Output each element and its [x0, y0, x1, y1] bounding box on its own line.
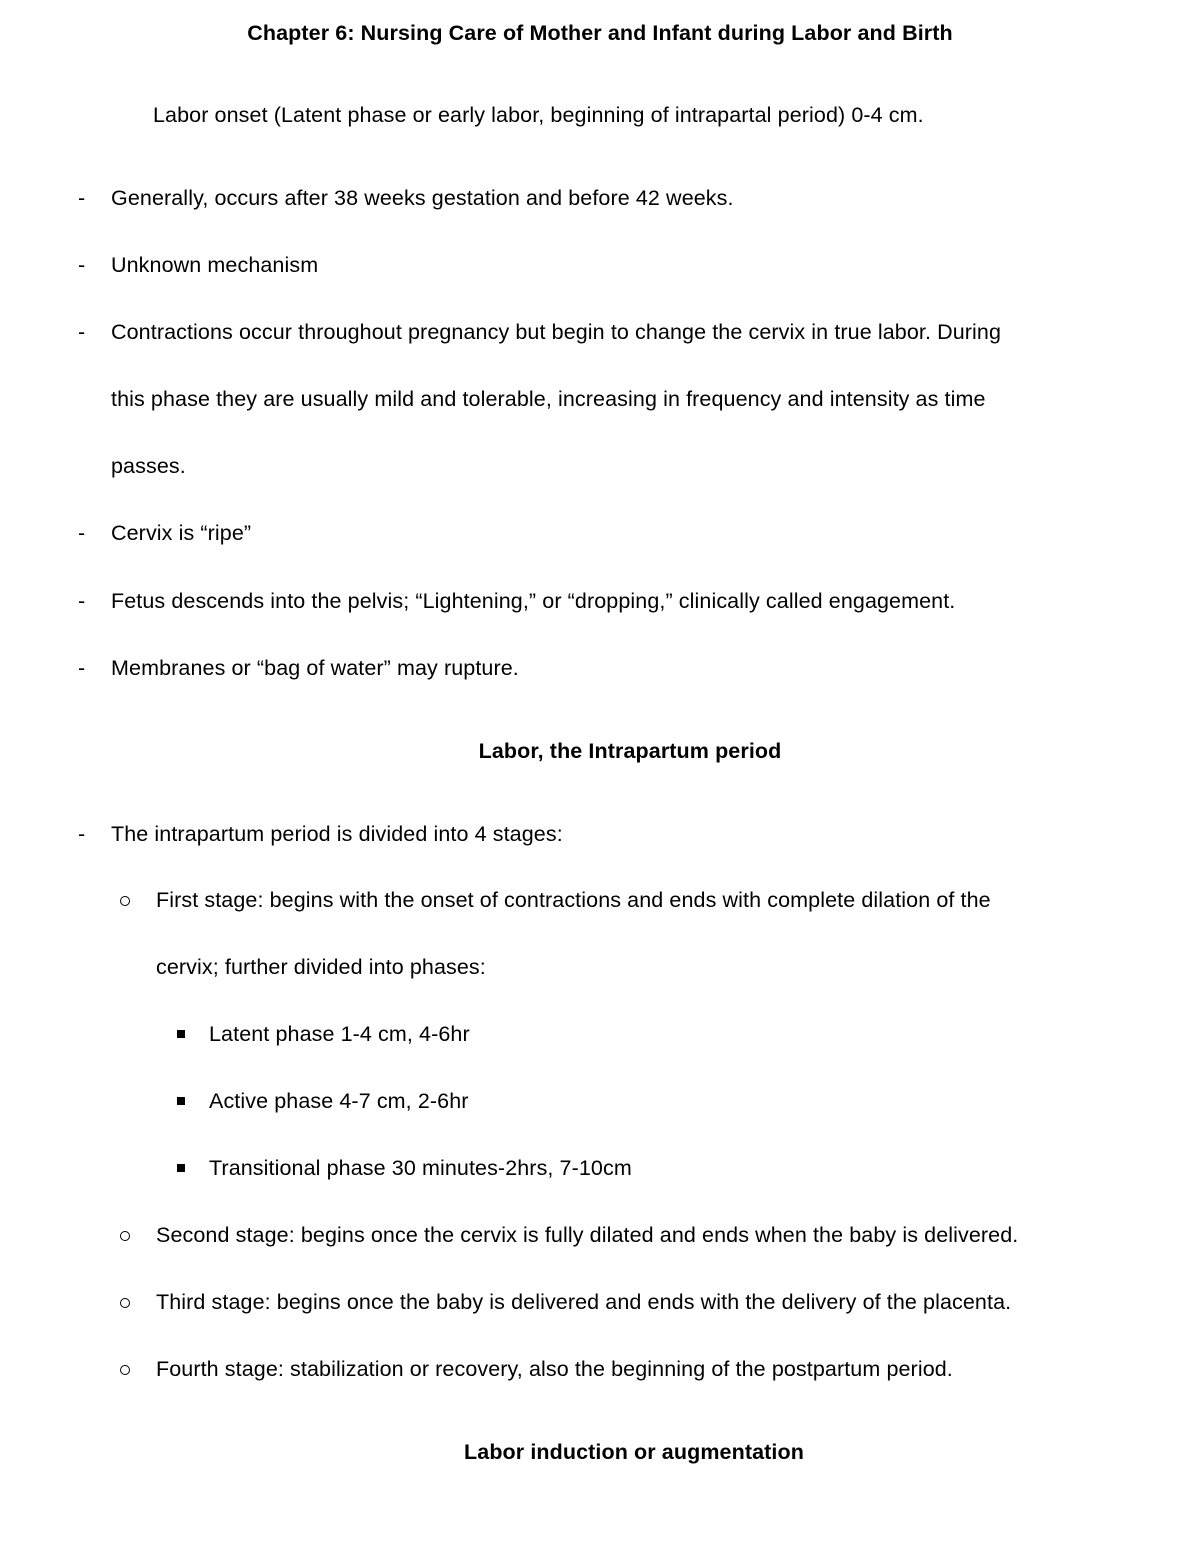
phase-text: Transitional phase 30 minutes-2hrs, 7-10cm: [209, 1156, 632, 1180]
square-bullet-icon: [177, 1097, 185, 1105]
stage-text: Third stage: begins once the baby is delivered and ends with the delivery of the placenta.: [156, 1290, 1012, 1314]
dash-bullet: -: [78, 186, 86, 210]
circle-bullet-icon: [120, 1231, 130, 1241]
circle-bullet-icon: [120, 896, 130, 906]
list-item-text: Fetus descends into the pelvis; “Lightening,” or “dropping,” clinically called engagement.: [111, 589, 956, 613]
list-item-text: Membranes or “bag of water” may rupture.: [111, 656, 519, 680]
stage-text: First stage: begins with the onset of contractions and ends with complete dilation of the: [156, 888, 991, 912]
list-item-text-continued: passes.: [111, 454, 186, 478]
stage-text: Fourth stage: stabilization or recovery, also the beginning of the postpartum period.: [156, 1357, 953, 1381]
dash-bullet: -: [78, 656, 86, 680]
stage-text: Second stage: begins once the cervix is fully dilated and ends when the baby is delivered.: [156, 1223, 1019, 1247]
dash-bullet: -: [78, 589, 86, 613]
phase-text: Latent phase 1-4 cm, 4-6hr: [209, 1022, 470, 1046]
dash-bullet: -: [78, 320, 86, 344]
dash-bullet: -: [78, 521, 86, 545]
section-heading-induction: Labor induction or augmentation: [464, 1440, 804, 1464]
list-item-text: Unknown mechanism: [111, 253, 319, 277]
list-item-text: Generally, occurs after 38 weeks gestation and before 42 weeks.: [111, 186, 734, 210]
list-item-text-continued: this phase they are usually mild and tolerable, increasing in frequency and intensity as time: [111, 387, 986, 411]
labor-onset-intro: Labor onset (Latent phase or early labor, beginning of intrapartal period) 0-4 cm.: [153, 103, 924, 127]
dash-bullet: -: [78, 253, 86, 277]
list-item-text: The intrapartum period is divided into 4 stages:: [111, 822, 563, 846]
phase-text: Active phase 4-7 cm, 2-6hr: [209, 1089, 469, 1113]
list-item-text: Cervix is “ripe”: [111, 521, 252, 545]
list-item-text: Contractions occur throughout pregnancy but begin to change the cervix in true labor. During: [111, 320, 1002, 344]
document-title: Chapter 6: Nursing Care of Mother and Infant during Labor and Birth: [247, 21, 953, 45]
circle-bullet-icon: [120, 1365, 130, 1375]
section-heading-intrapartum: Labor, the Intrapartum period: [478, 739, 782, 763]
stage-text-continued: cervix; further divided into phases:: [156, 955, 486, 979]
square-bullet-icon: [177, 1164, 185, 1172]
square-bullet-icon: [177, 1030, 185, 1038]
dash-bullet: -: [78, 822, 86, 846]
circle-bullet-icon: [120, 1298, 130, 1308]
